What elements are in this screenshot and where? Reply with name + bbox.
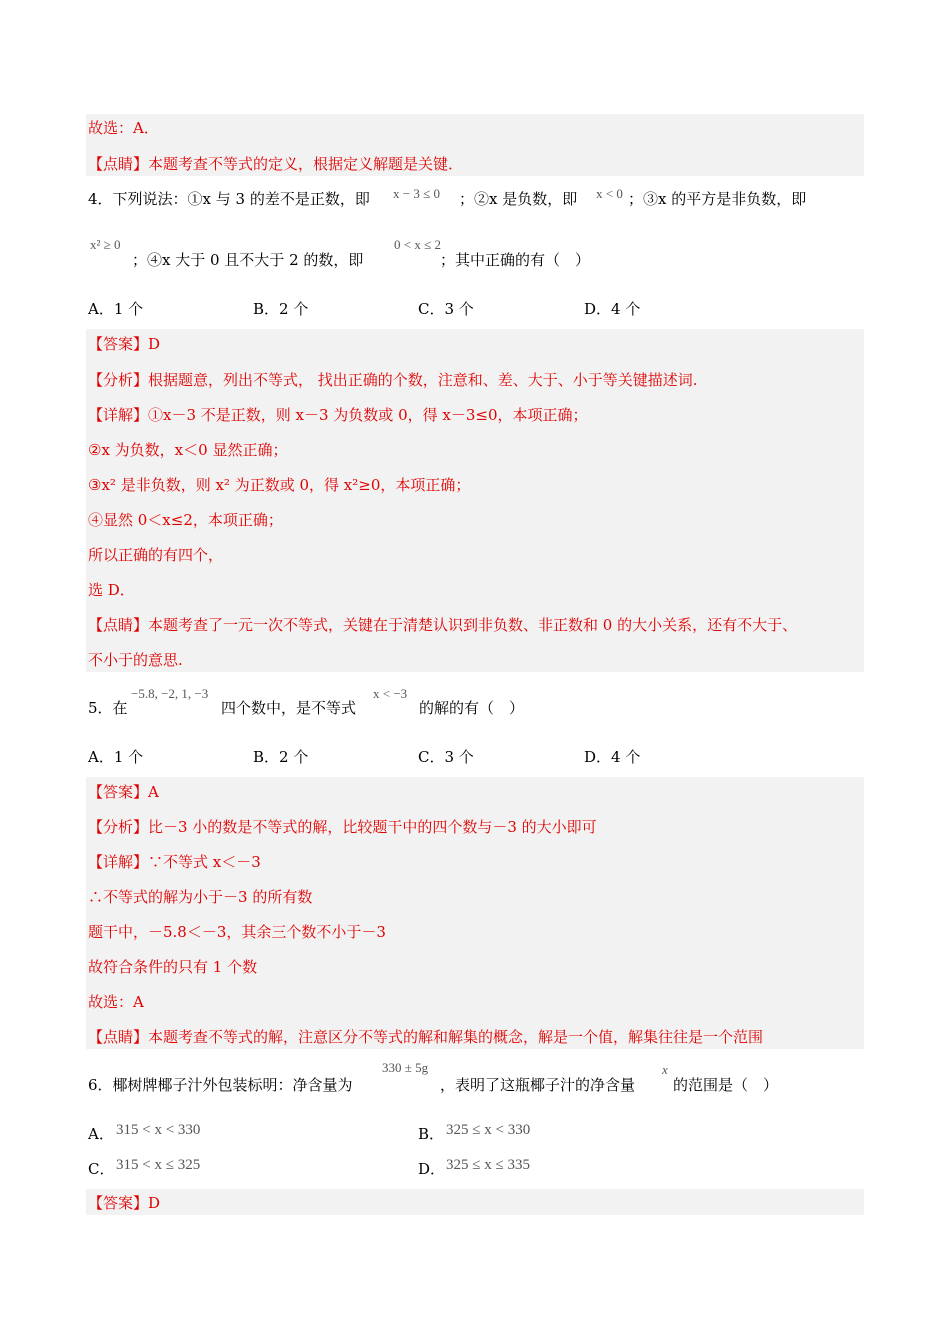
choose-text: 故选：A． — [88, 119, 159, 137]
q6-answer: 【答案】D — [88, 1194, 161, 1212]
q5-analysis: 【分析】比－3 小的数是不等式的解，比较题干中的四个数与－3 的大小即可 — [88, 818, 597, 836]
q4-detail-5: 所以正确的有四个， — [88, 546, 224, 564]
q5-detail-3: 题干中，－5.8＜－3，其余三个数不小于－3 — [88, 923, 386, 941]
q4-detail-4: ④显然 0＜x≤2，本项正确； — [88, 511, 283, 529]
q5-detail-2: ∴不等式的解为小于－3 的所有数 — [88, 888, 313, 906]
q5-detail-4: 故符合条件的只有 1 个数 — [88, 958, 258, 976]
q6-text-a: 6．椰树牌椰子汁外包装标明：净含量为 — [88, 1076, 353, 1094]
q6-text-b: ，表明了这瓶椰子汁的净含量 — [440, 1076, 636, 1094]
q4-text-1a: 4．下列说法：①x 与 3 的差不是正数，即 — [88, 190, 370, 208]
q6-option-a-label: A． — [88, 1125, 114, 1143]
comment-text: 【点睛】本题考查不等式的定义，根据定义解题是关键． — [88, 155, 464, 173]
q4-math-2: x < 0 — [596, 186, 623, 201]
q4-text-1b: ；②x 是负数，即 — [459, 190, 578, 208]
q4-text-2a: ；④x 大于 0 且不大于 2 的数，即 — [132, 251, 364, 269]
q6-math-1: 330 ± 5g — [382, 1060, 429, 1075]
q5-text-b: 四个数中，是不等式 — [221, 699, 357, 717]
q5-option-a: A．1 个 — [88, 748, 144, 766]
q6-option-a-math: 315 < x < 330 — [116, 1122, 201, 1138]
q6-option-c-math: 315 < x ≤ 325 — [116, 1157, 201, 1173]
q5-option-b: B．2 个 — [253, 748, 309, 766]
q6-option-b-label: B． — [418, 1125, 445, 1143]
q4-detail-6: 选 D． — [88, 581, 135, 599]
q5-comment: 【点睛】本题考查不等式的解，注意区分不等式的解和解集的概念，解是一个值，解集往往是一个范围 — [88, 1028, 764, 1046]
q6-math-2: x — [662, 1062, 668, 1077]
q4-option-d: D．4 个 — [584, 300, 641, 318]
q6-option-d-math: 325 ≤ x ≤ 335 — [446, 1157, 530, 1173]
q5-option-c: C．3 个 — [418, 748, 474, 766]
q4-option-c: C．3 个 — [418, 300, 474, 318]
q6-option-c-label: C． — [88, 1160, 115, 1178]
q4-answer: 【答案】D — [88, 335, 161, 353]
q4-detail-1: 【详解】①x－3 不是正数，则 x－3 为负数或 0，得 x－3≤0，本项正确； — [88, 406, 588, 424]
q6-option-d-label: D． — [418, 1160, 446, 1178]
q4-detail-2: ②x 为负数，x＜0 显然正确； — [88, 441, 288, 459]
q4-math-1: x − 3 ≤ 0 — [393, 186, 440, 201]
q5-detail-5: 故选：A — [88, 993, 144, 1011]
q4-analysis: 【分析】根据题意，列出不等式， 找出正确的个数，注意和、差、大于、小于等关键描述词. — [88, 371, 698, 389]
q4-option-b: B．2 个 — [253, 300, 309, 318]
q4-math-4: 0 < x ≤ 2 — [394, 237, 441, 252]
q4-comment-1: 【点睛】本题考查了一元一次不等式，关键在于清楚认识到非负数、非正数和 0 的大小关系，还有不大于、 — [88, 616, 798, 634]
q6-option-b-math: 325 ≤ x < 330 — [446, 1122, 531, 1138]
q4-text-2b: ；其中正确的有（ ） — [440, 251, 591, 269]
q5-option-d: D．4 个 — [584, 748, 641, 766]
q4-text-1c: ；③x 的平方是非负数，即 — [628, 190, 807, 208]
q4-math-3: x² ≥ 0 — [90, 237, 121, 252]
q4-option-a: A．1 个 — [88, 300, 144, 318]
q5-math-2: x < −3 — [373, 686, 408, 701]
q5-text-c: 的解的有（ ） — [419, 699, 525, 717]
q5-answer: 【答案】A — [88, 783, 159, 801]
q5-text-a: 5．在 — [88, 699, 128, 717]
solution-band-q6 — [86, 1189, 864, 1215]
q5-math-1: −5.8, −2, 1, −3 — [131, 686, 209, 701]
q4-comment-2: 不小于的意思. — [88, 651, 183, 669]
q5-detail-1: 【详解】∵不等式 x＜－3 — [88, 853, 261, 871]
q4-detail-3: ③x² 是非负数，则 x² 为正数或 0，得 x²≥0，本项正确； — [88, 476, 471, 494]
q6-text-c: 的范围是（ ） — [673, 1076, 779, 1094]
